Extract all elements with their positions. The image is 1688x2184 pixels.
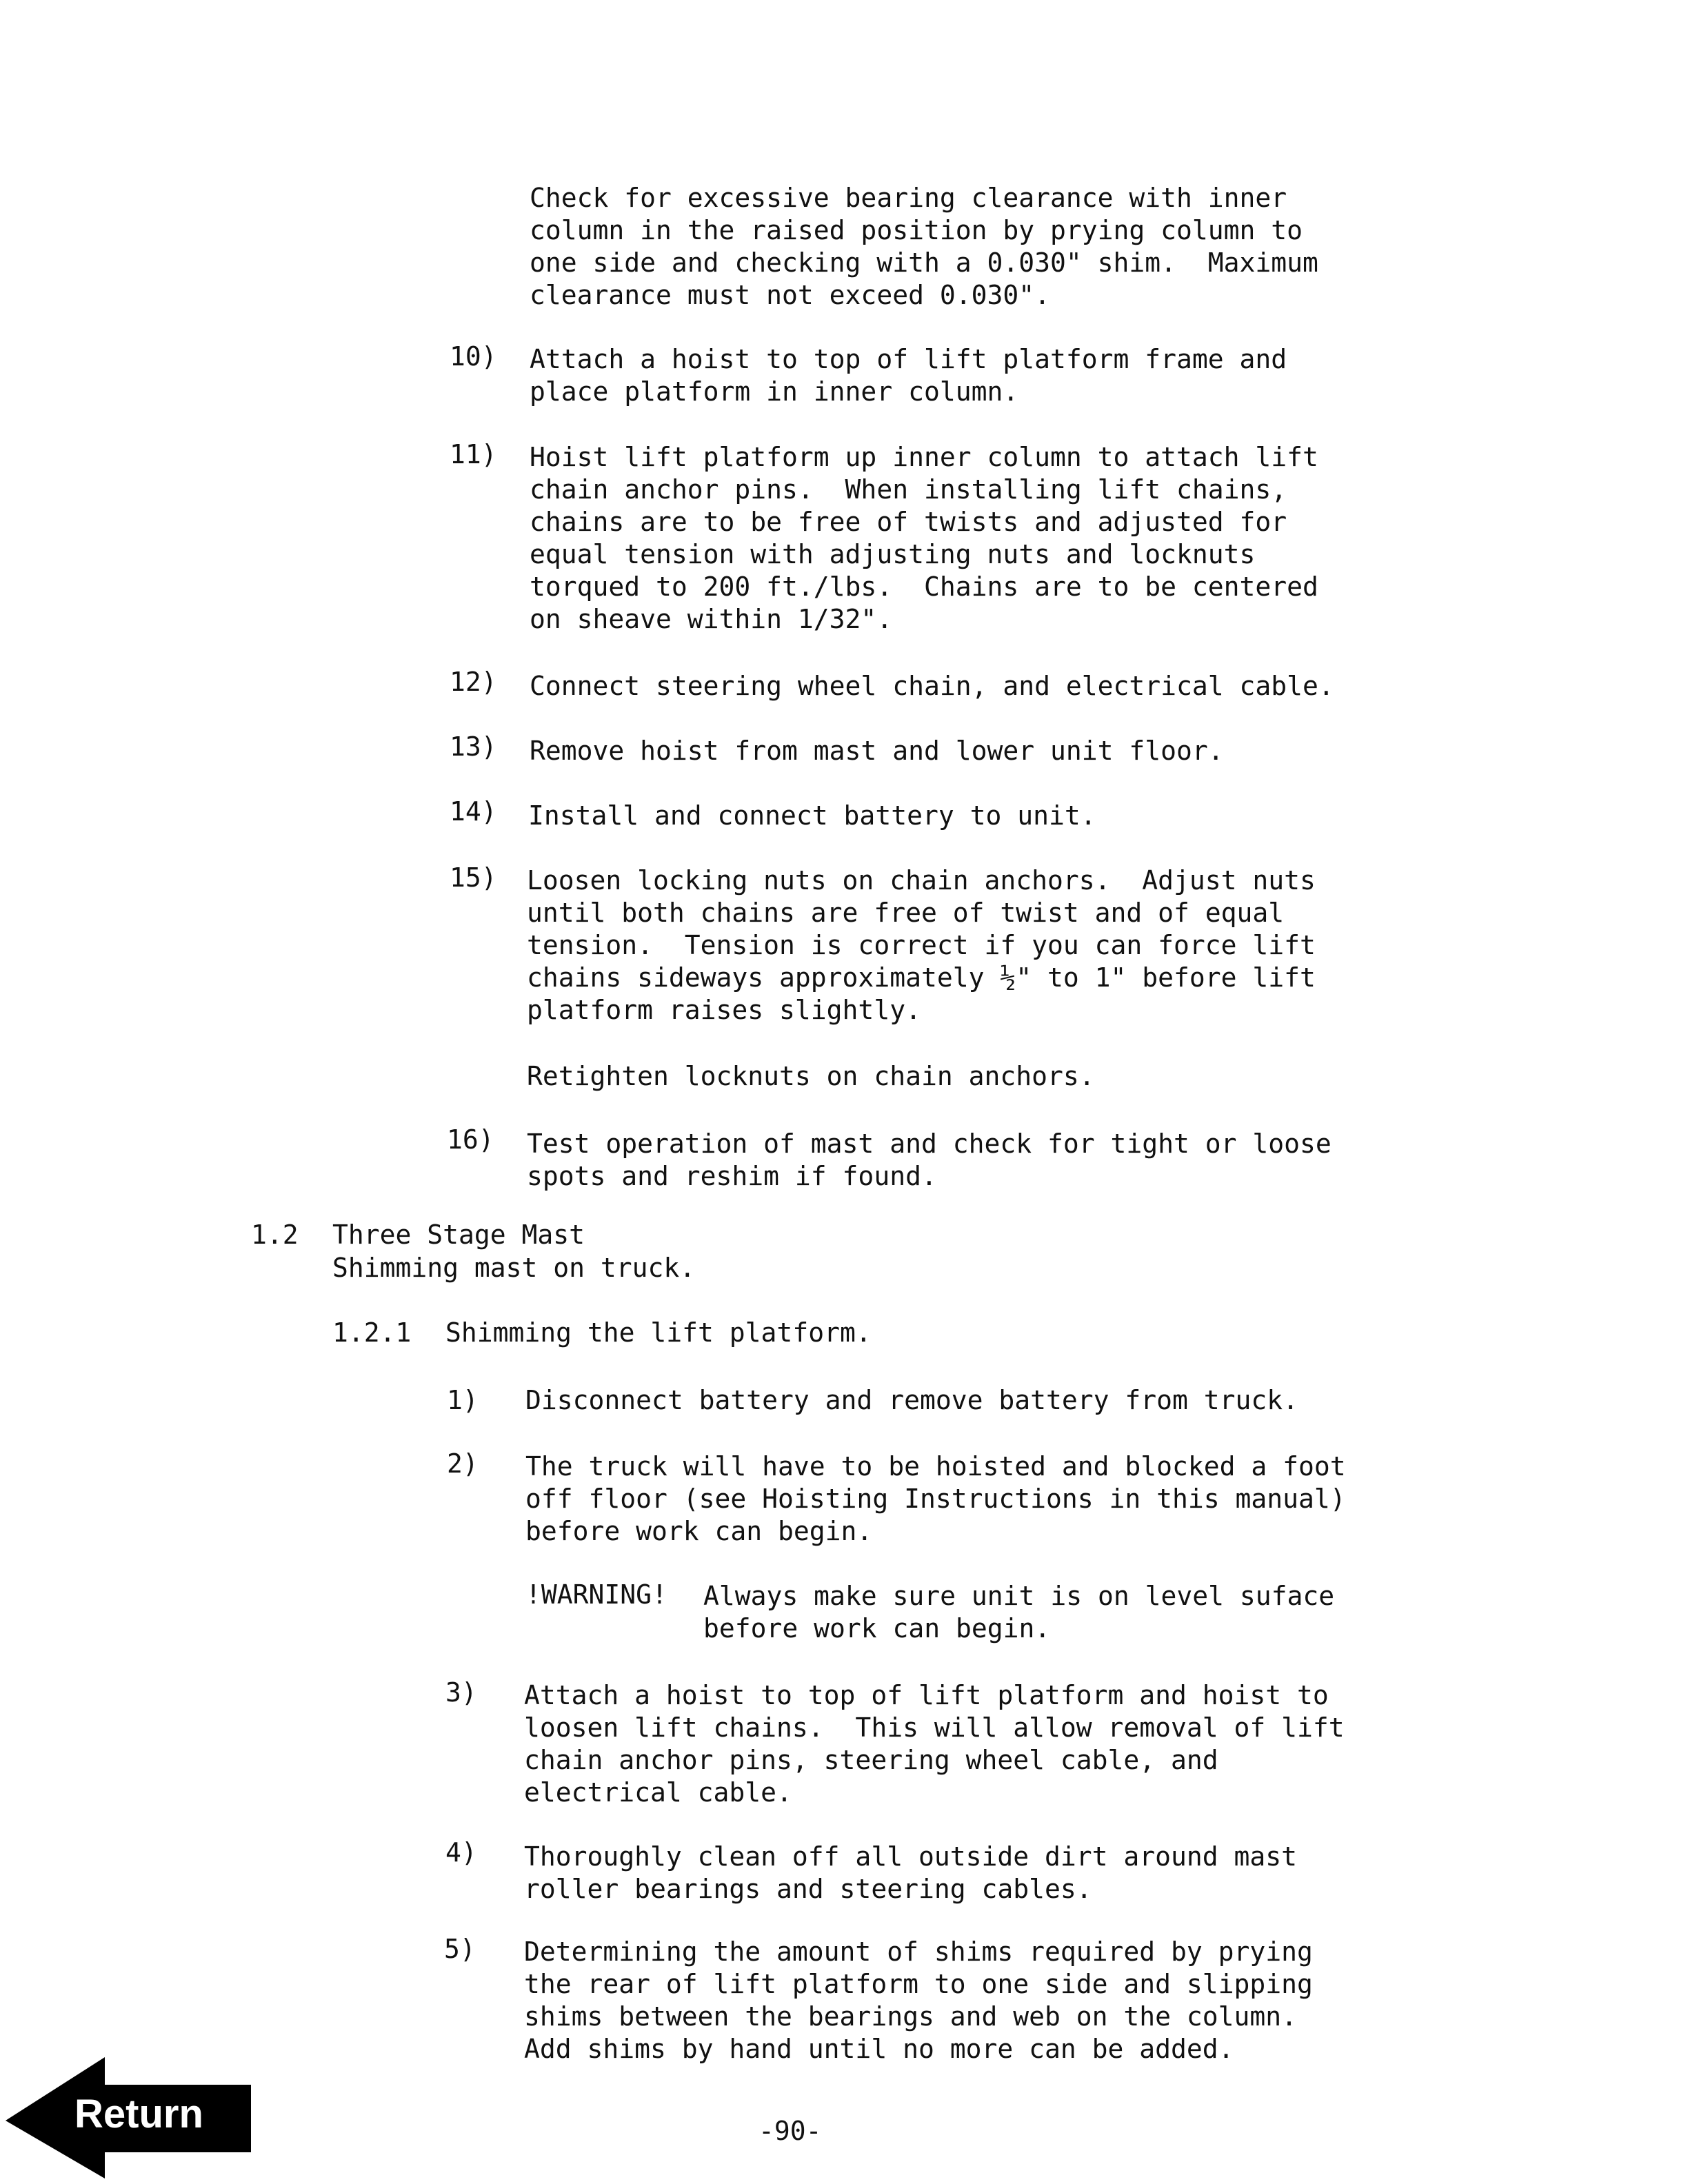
return-label: Return (74, 2092, 203, 2136)
warning-text: Always make sure unit is on level suface before work can begin. (703, 1581, 1335, 1644)
intro-paragraph: Check for excessive bearing clearance with inner column in the raised position by prying column to one side and checking with a 0.030" shim. Maximum clearance must not exceed 0.030". (530, 183, 1318, 310)
step-number: 3) (445, 1677, 477, 1708)
step-text: Remove hoist from mast and lower unit floor. (530, 736, 1224, 766)
return-button[interactable] (6, 2054, 254, 2178)
step-text: The truck will have to be hoisted and blocked a foot off floor (see Hoisting Instructions in this manual) before work can begin. (525, 1451, 1346, 1546)
step-text: Connect steering wheel chain, and electrical cable. (530, 671, 1334, 701)
step-text: Thoroughly clean off all outside dirt around mast roller bearings and steering cables. (524, 1841, 1298, 1904)
step-text: Attach a hoist to top of lift platform and hoist to loosen lift chains. This will allow removal of lift chain anchor pins, steering wheel cable, and electrical cable. (524, 1680, 1345, 1808)
step-number: 14) (450, 796, 497, 827)
step-number: 15) (450, 862, 497, 893)
step-text: Install and connect battery to unit. (528, 800, 1096, 831)
page-number: -90- (758, 2116, 822, 2146)
step-number: 10) (450, 341, 497, 372)
step-number: 12) (450, 667, 497, 697)
section-subtitle: Shimming mast on truck. (332, 1253, 696, 1283)
step-number: 16) (447, 1124, 494, 1155)
section-title: Three Stage Mast (332, 1220, 585, 1250)
step-text: Hoist lift platform up inner column to attach lift chain anchor pins. When installing lift chains, chains are to be free of twists and adjusted for equal tension with adjusting nuts and locknuts torqued to 200 ft./lbs. Chains are to be centered on sheave within 1/32". (530, 442, 1318, 634)
subsection-number: 1.2.1 (332, 1317, 412, 1348)
warning-label: !WARNING! (525, 1579, 667, 1610)
step-number: 5) (444, 1934, 476, 1964)
step-text: Disconnect battery and remove battery from truck. (525, 1385, 1299, 1415)
step-text: Test operation of mast and check for tight or loose spots and reshim if found. (527, 1129, 1332, 1191)
step-text: Determining the amount of shims required by prying the rear of lift platform to one side and slipping shims between the bearings and web on the column. Add shims by hand until no more can be added. (524, 1937, 1313, 2064)
step-text: Attach a hoist to top of lift platform frame and place platform in inner column. (530, 344, 1287, 407)
step-number: 4) (445, 1837, 477, 1868)
step-note: Retighten locknuts on chain anchors. (527, 1061, 1095, 1091)
step-number: 11) (450, 439, 497, 469)
step-number: 2) (447, 1448, 479, 1479)
step-text: Loosen locking nuts on chain anchors. Adjust nuts until both chains are free of twist and of equal tension. Tension is correct if you can force lift chains sideways approximately ½" to 1" before lift platform raises slightly. (527, 865, 1316, 1025)
step-number: 1) (447, 1385, 479, 1415)
step-number: 13) (450, 731, 497, 762)
subsection-title: Shimming the lift platform. (445, 1317, 872, 1348)
section-number: 1.2 (251, 1220, 299, 1250)
